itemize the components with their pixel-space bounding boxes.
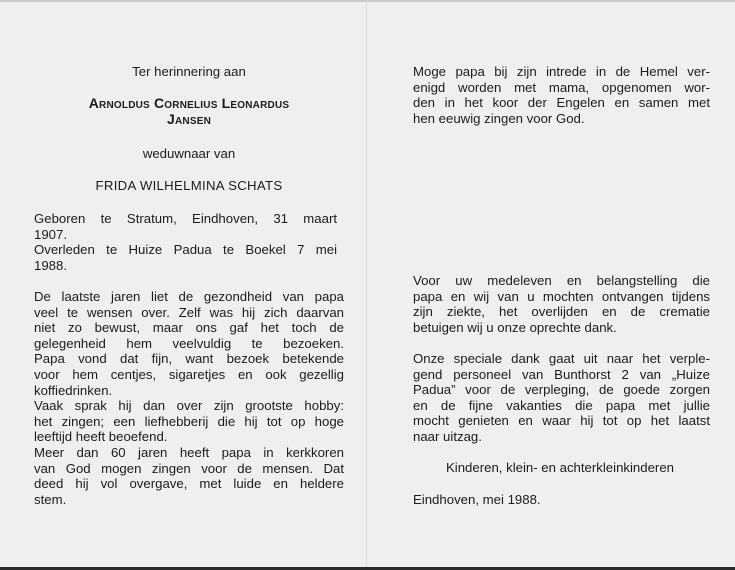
thanks-paragraph-1 [413, 273, 710, 335]
thanks-line: Padua” voor de verpleging, de goede zorgen [413, 382, 710, 398]
paragraph-line: leeftijd heeft beoefend. [34, 429, 168, 445]
name-line-1: Arnoldus Cornelius Leonardus [88, 95, 290, 111]
thanks-line: zijn ziekte, het overlijden en de crematie [413, 304, 710, 320]
paragraph-line: Papa vond dat fijn, want bezoek betekende [34, 351, 344, 367]
prayer-line: Moge papa bij zijn intrede in de Hemel ver- [413, 64, 710, 79]
prayer-text [413, 64, 710, 126]
thanks-line: betuigen wij u onze oprechte dank. [413, 319, 617, 335]
paragraph-line: stem. [34, 491, 67, 507]
paragraph-line: veel te wensen over. Zelf was hij zich daarvan [34, 304, 344, 320]
family-signature: Kinderen, klein- en achterkleinkinderen [446, 460, 674, 475]
paragraph-line: Vaak sprak hij dan over zijn grootste hobby: [34, 398, 344, 414]
paragraph-line: het zingen; een liefhebberij die hij tot op hoge [34, 413, 344, 429]
thanks-line: gend personeel van Bunthorst 2 van „Huize [413, 366, 710, 382]
paragraph-line: deed hij vol overgave, met luide en heldere [34, 476, 344, 492]
prayer-line: den in het koor der Engelen en samen met [413, 95, 710, 111]
thanks-paragraph-2 [413, 351, 710, 445]
thanks-line: papa en wij van u mochten ontvangen tijdens [413, 288, 710, 304]
thanks-line: Onze speciale dank gaat uit naar het verple- [413, 351, 710, 366]
thanks-line: Voor uw medeleven en belangstelling die [413, 273, 710, 288]
died-line: 1988. [34, 257, 68, 273]
paragraph-line: voor hem centjes, sigaretjes en ook gezellig [34, 366, 344, 382]
widower-of: weduwnaar van [142, 146, 236, 161]
paragraph-line: van God mogen zingen voor de mensen. Dat [34, 460, 344, 476]
paragraph-line: gelegenheid hem veelvuldig te bezoeken. [34, 335, 344, 351]
died-line: Overleden te Huize Padua te Boekel 7 mei [34, 242, 337, 257]
prayer-line: enigd worden met mama, opgenomen wor- [413, 79, 710, 95]
thanks-line: en de fijne vakanties die papa met jullie [413, 397, 710, 413]
prayer-line: hen eeuwig zingen voor God. [413, 110, 585, 126]
intro-text: Ter herinnering aan [132, 64, 246, 79]
paragraph-line: koffiedrinken. [34, 382, 113, 398]
place-date: Eindhoven, mei 1988. [413, 492, 541, 507]
name-line-2: Jansen [167, 111, 211, 127]
thanks-line: mocht genieten en waar hij tot op het laatst [413, 413, 710, 429]
born-line: 1907. [34, 226, 68, 242]
born-line: Geboren te Stratum, Eindhoven, 31 maart [34, 211, 337, 226]
paragraph-line: Meer dan 60 jaren heeft papa in kerkkoren [34, 444, 344, 460]
spouse-name: FRIDA WILHELMINA SCHATS [95, 178, 283, 193]
paragraph-line: niet zo bewust, maar ons gaf het toch de [34, 320, 344, 336]
paragraph-line: De laatste jaren liet de gezondheid van papa [34, 289, 344, 304]
thanks-line: naar uitzag. [413, 428, 482, 444]
